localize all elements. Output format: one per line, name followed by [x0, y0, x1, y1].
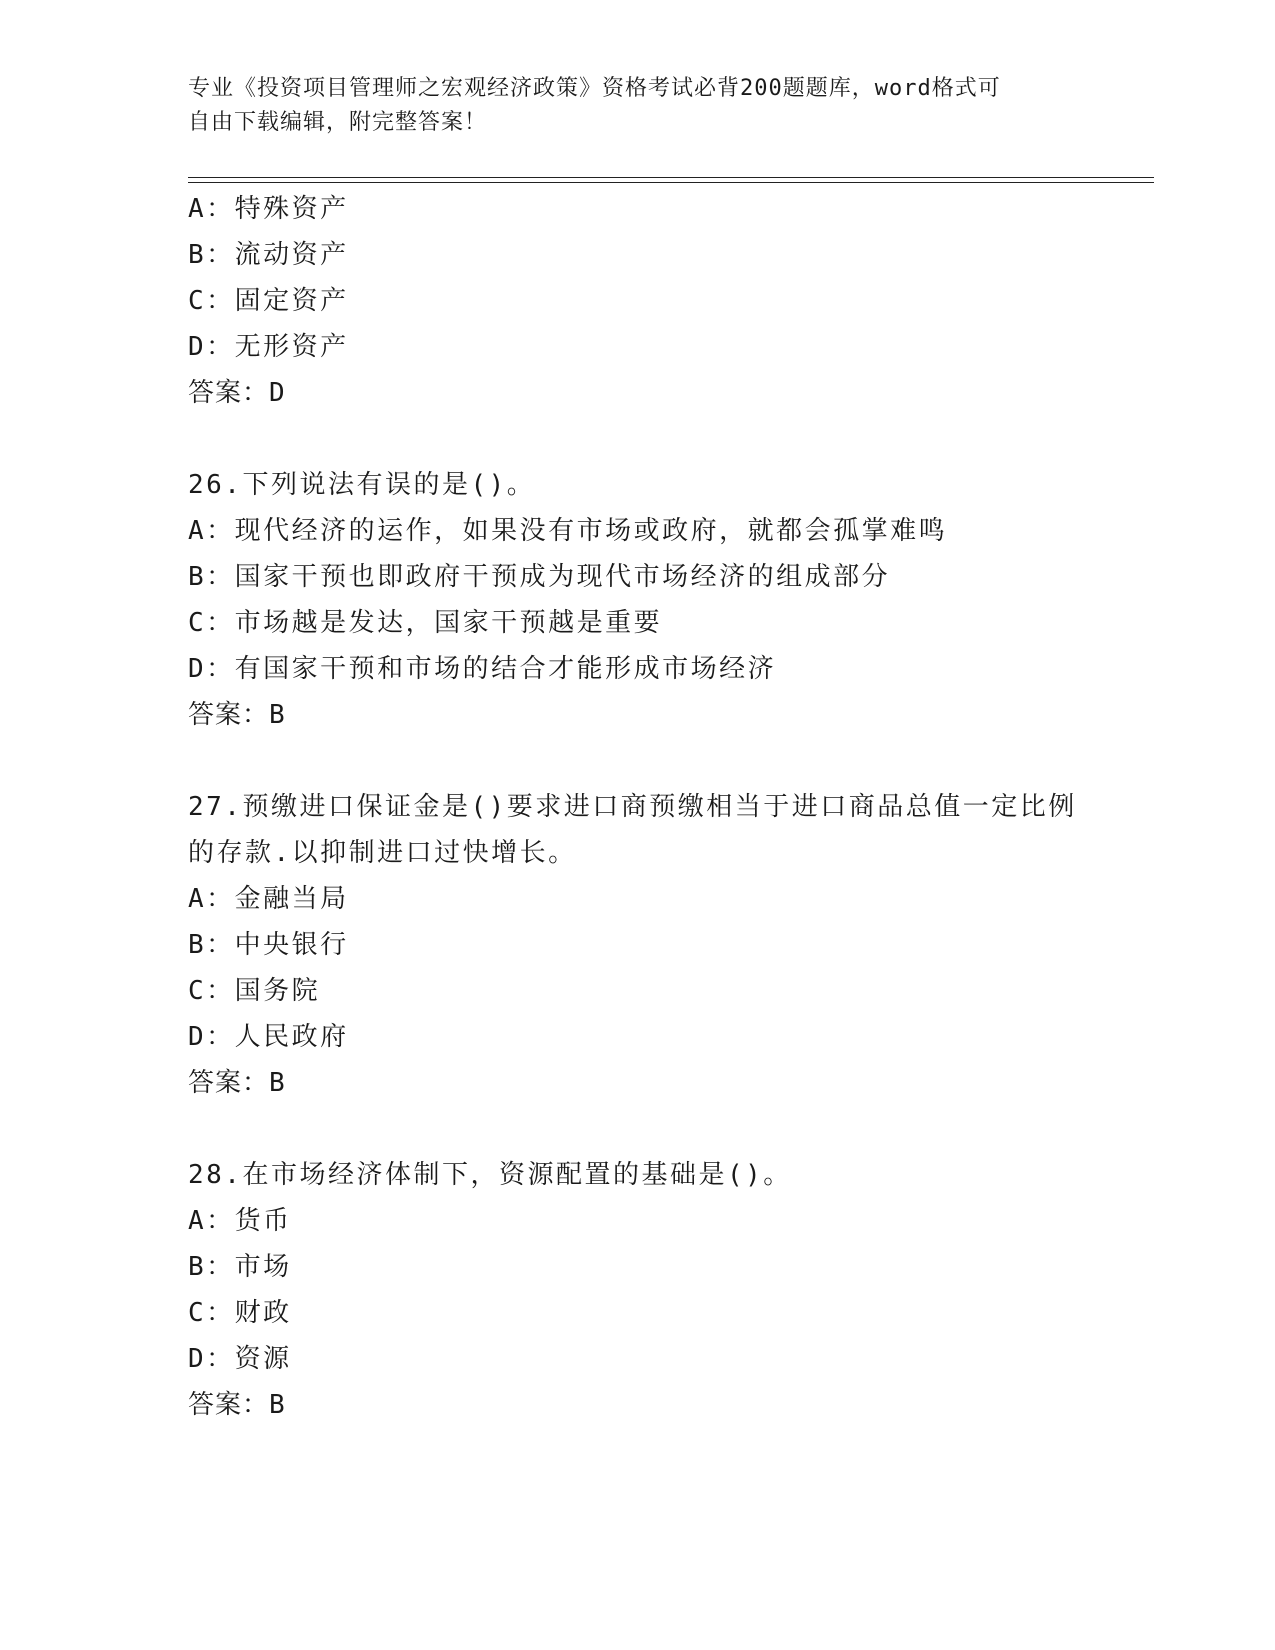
answer: 答案：B: [188, 1390, 286, 1420]
option-d: D：有国家干预和市场的结合才能形成市场经济: [188, 654, 777, 684]
spacer: [188, 416, 1148, 462]
option-c: C：国务院: [188, 976, 321, 1006]
option-a: A：现代经济的运作，如果没有市场或政府，就都会孤掌难鸣: [188, 516, 948, 546]
option-c: C：固定资产: [188, 286, 349, 316]
header-line-2: 自由下载编辑，附完整答案！: [188, 110, 488, 135]
option-c: C：市场越是发达，国家干预越是重要: [188, 608, 663, 638]
question-stem-line-1: 27.预缴进口保证金是()要求进口商预缴相当于进口商品总值一定比例: [188, 792, 1077, 822]
option-d: D：资源: [188, 1344, 292, 1374]
option-b: B：市场: [188, 1252, 292, 1282]
question-27: [188, 784, 1148, 1106]
option-d: D：人民政府: [188, 1022, 349, 1052]
option-c: C：财政: [188, 1298, 292, 1328]
option-a: A：金融当局: [188, 884, 349, 914]
option-b: B：流动资产: [188, 240, 349, 270]
spacer: [188, 738, 1148, 784]
option-b: B：中央银行: [188, 930, 349, 960]
answer: 答案：B: [188, 700, 286, 730]
question-25: [188, 186, 1148, 416]
option-b: B：国家干预也即政府干预成为现代市场经济的组成部分: [188, 562, 891, 592]
question-list: [188, 186, 1148, 1428]
option-a: A：货币: [188, 1206, 292, 1236]
question-stem-line-2: 的存款.以抑制进口过快增长。: [188, 838, 577, 868]
question-stem: 26.下列说法有误的是()。: [188, 470, 536, 500]
question-28: [188, 1152, 1148, 1428]
option-d: D：无形资产: [188, 332, 349, 362]
answer: 答案：B: [188, 1068, 286, 1098]
document-header: [188, 72, 1088, 140]
option-a: A：特殊资产: [188, 194, 349, 224]
answer: 答案：D: [188, 378, 286, 408]
question-stem: 28.在市场经济体制下，资源配置的基础是()。: [188, 1160, 792, 1190]
header-divider-bottom: [188, 182, 1154, 183]
spacer: [188, 1106, 1148, 1152]
header-divider-top: [188, 177, 1154, 178]
header-line-1: 专业《投资项目管理师之宏观经济政策》资格考试必背200题题库，word格式可: [188, 76, 1001, 101]
question-26: [188, 462, 1148, 738]
